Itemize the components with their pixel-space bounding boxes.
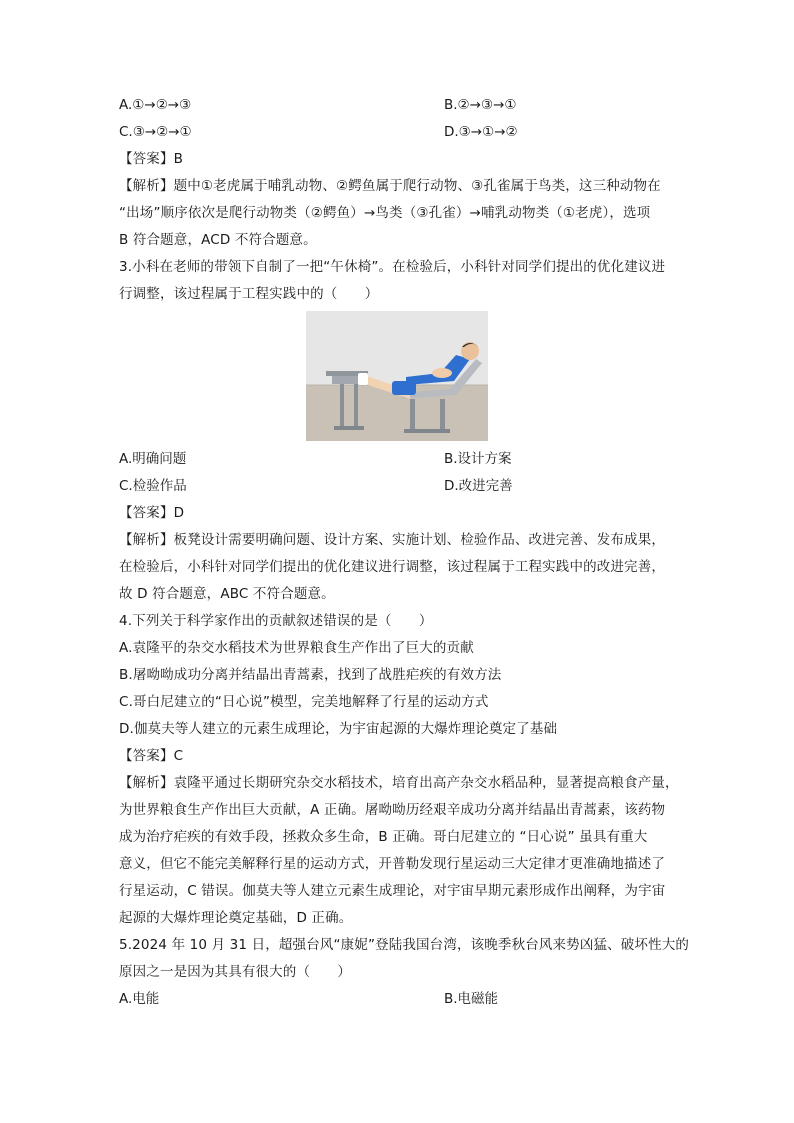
analysis-text: 板凳设计需要明确问题、设计方案、实施计划、检验作品、改进完善、发布成果，	[173, 532, 666, 548]
answer-tag: 【答案】	[119, 151, 174, 167]
q3-figure-container	[119, 311, 689, 446]
answer-tag: 【答案】	[119, 748, 174, 764]
q4-analysis-line-3: 成为治疗疟疾的有效手段，拯救众多生命，B 正确。哥白尼建立的 “日心说” 虽具有重大	[119, 829, 648, 845]
answer-tag: 【答案】	[119, 505, 174, 521]
q3-option-b: B.设计方案	[444, 451, 512, 467]
q3-option-d: D.改进完善	[444, 478, 513, 494]
q2-analysis-line-3: B 符合题意，ACD 不符合题意。	[119, 232, 317, 248]
analysis-tag: 【解析】	[119, 178, 174, 194]
q2-options-row-2	[119, 119, 689, 146]
nap-chair-photo	[306, 311, 488, 441]
q5-option-b: B.电磁能	[444, 991, 499, 1007]
q3-analysis-line-3: 故 D 符合题意，ABC 不符合题意。	[119, 586, 335, 602]
q4-analysis-line-1	[119, 770, 689, 797]
analysis-text: 袁隆平通过长期研究杂交水稻技术，培育出高产杂交水稻品种，显著提高粮食产量，	[173, 775, 679, 791]
q4-analysis-line-5: 行星运动，C 错误。伽莫夫等人建立元素生成理论，对宇宙早期元素形成作出阐释，为宇宙	[119, 883, 666, 899]
q5-option-a: A.电能	[119, 991, 160, 1007]
q5-stem-line-2: 原因之一是因为其具有很大的（ ）	[119, 964, 352, 980]
q4-analysis-line-6: 起源的大爆炸理论奠定基础，D 正确。	[119, 910, 353, 926]
q3-analysis-line-1	[119, 527, 689, 554]
q3-stem-line-1: 3.小科在老师的带领下自制了一把“午休椅”。在检验后，小科针对同学们提出的优化建议进	[119, 259, 666, 275]
q4-option-d: D.伽莫夫等人建立的元素生成理论，为宇宙起源的大爆炸理论奠定了基础	[119, 721, 558, 737]
q3-stem-line-2: 行调整，该过程属于工程实践中的（ ）	[119, 286, 379, 302]
q2-answer	[119, 146, 689, 173]
q2-option-c: C.③→②→①	[119, 124, 192, 140]
q4-option-b: B.屠呦呦成功分离并结晶出青蒿素，找到了战胜疟疾的有效方法	[119, 667, 502, 683]
q3-option-c: C.检验作品	[119, 478, 187, 494]
q4-answer	[119, 743, 689, 770]
q2-option-b: B.②→③→①	[444, 97, 517, 113]
answer-value: B	[173, 151, 184, 167]
q3-options-row-1	[119, 446, 689, 473]
q3-answer	[119, 500, 689, 527]
q4-analysis-line-4: 意义，但它不能完美解释行星的运动方式，开普勒发现行星运动三大定律才更准确地描述了	[119, 856, 665, 872]
q3-analysis-line-2: 在检验后，小科针对同学们提出的优化建议进行调整，该过程属于工程实践中的改进完善，	[119, 559, 665, 575]
analysis-text: 题中①老虎属于哺乳动物、②鳄鱼属于爬行动物、③孔雀属于鸟类，这三种动物在	[173, 178, 661, 194]
analysis-tag: 【解析】	[119, 532, 174, 548]
document-page	[119, 92, 689, 1013]
q2-option-a: A.①→②→③	[119, 97, 192, 113]
q4-stem: 4.下列关于科学家作出的贡献叙述错误的是（ ）	[119, 613, 433, 629]
q2-option-d: D.③→①→②	[444, 124, 518, 140]
q4-analysis-line-2: 为世界粮食生产作出巨大贡献，A 正确。屠呦呦历经艰辛成功分离并结晶出青蒿素，该药物	[119, 802, 666, 818]
q2-options-row-1	[119, 92, 689, 119]
q4-option-c: C.哥白尼建立的“日心说”模型，完美地解释了行星的运动方式	[119, 694, 489, 710]
answer-value: D	[173, 505, 185, 521]
q2-analysis-line-2: “出场”顺序依次是爬行动物类（②鳄鱼）→鸟类（③孔雀）→哺乳动物类（①老虎），选项	[119, 205, 651, 221]
q4-option-a: A.袁隆平的杂交水稻技术为世界粮食生产作出了巨大的贡献	[119, 640, 474, 656]
q5-stem-line-1: 5.2024 年 10 月 31 日，超强台风“康妮”登陆我国台湾，该晚季秋台风来势凶猛、破坏性大的	[119, 937, 690, 953]
nap-chair-illustration	[306, 311, 488, 441]
analysis-tag: 【解析】	[119, 775, 174, 791]
q2-analysis-line-1	[119, 173, 689, 200]
q5-options-row-1	[119, 986, 689, 1013]
q3-options-row-2	[119, 473, 689, 500]
q3-option-a: A.明确问题	[119, 451, 187, 467]
answer-value: C	[173, 748, 184, 764]
